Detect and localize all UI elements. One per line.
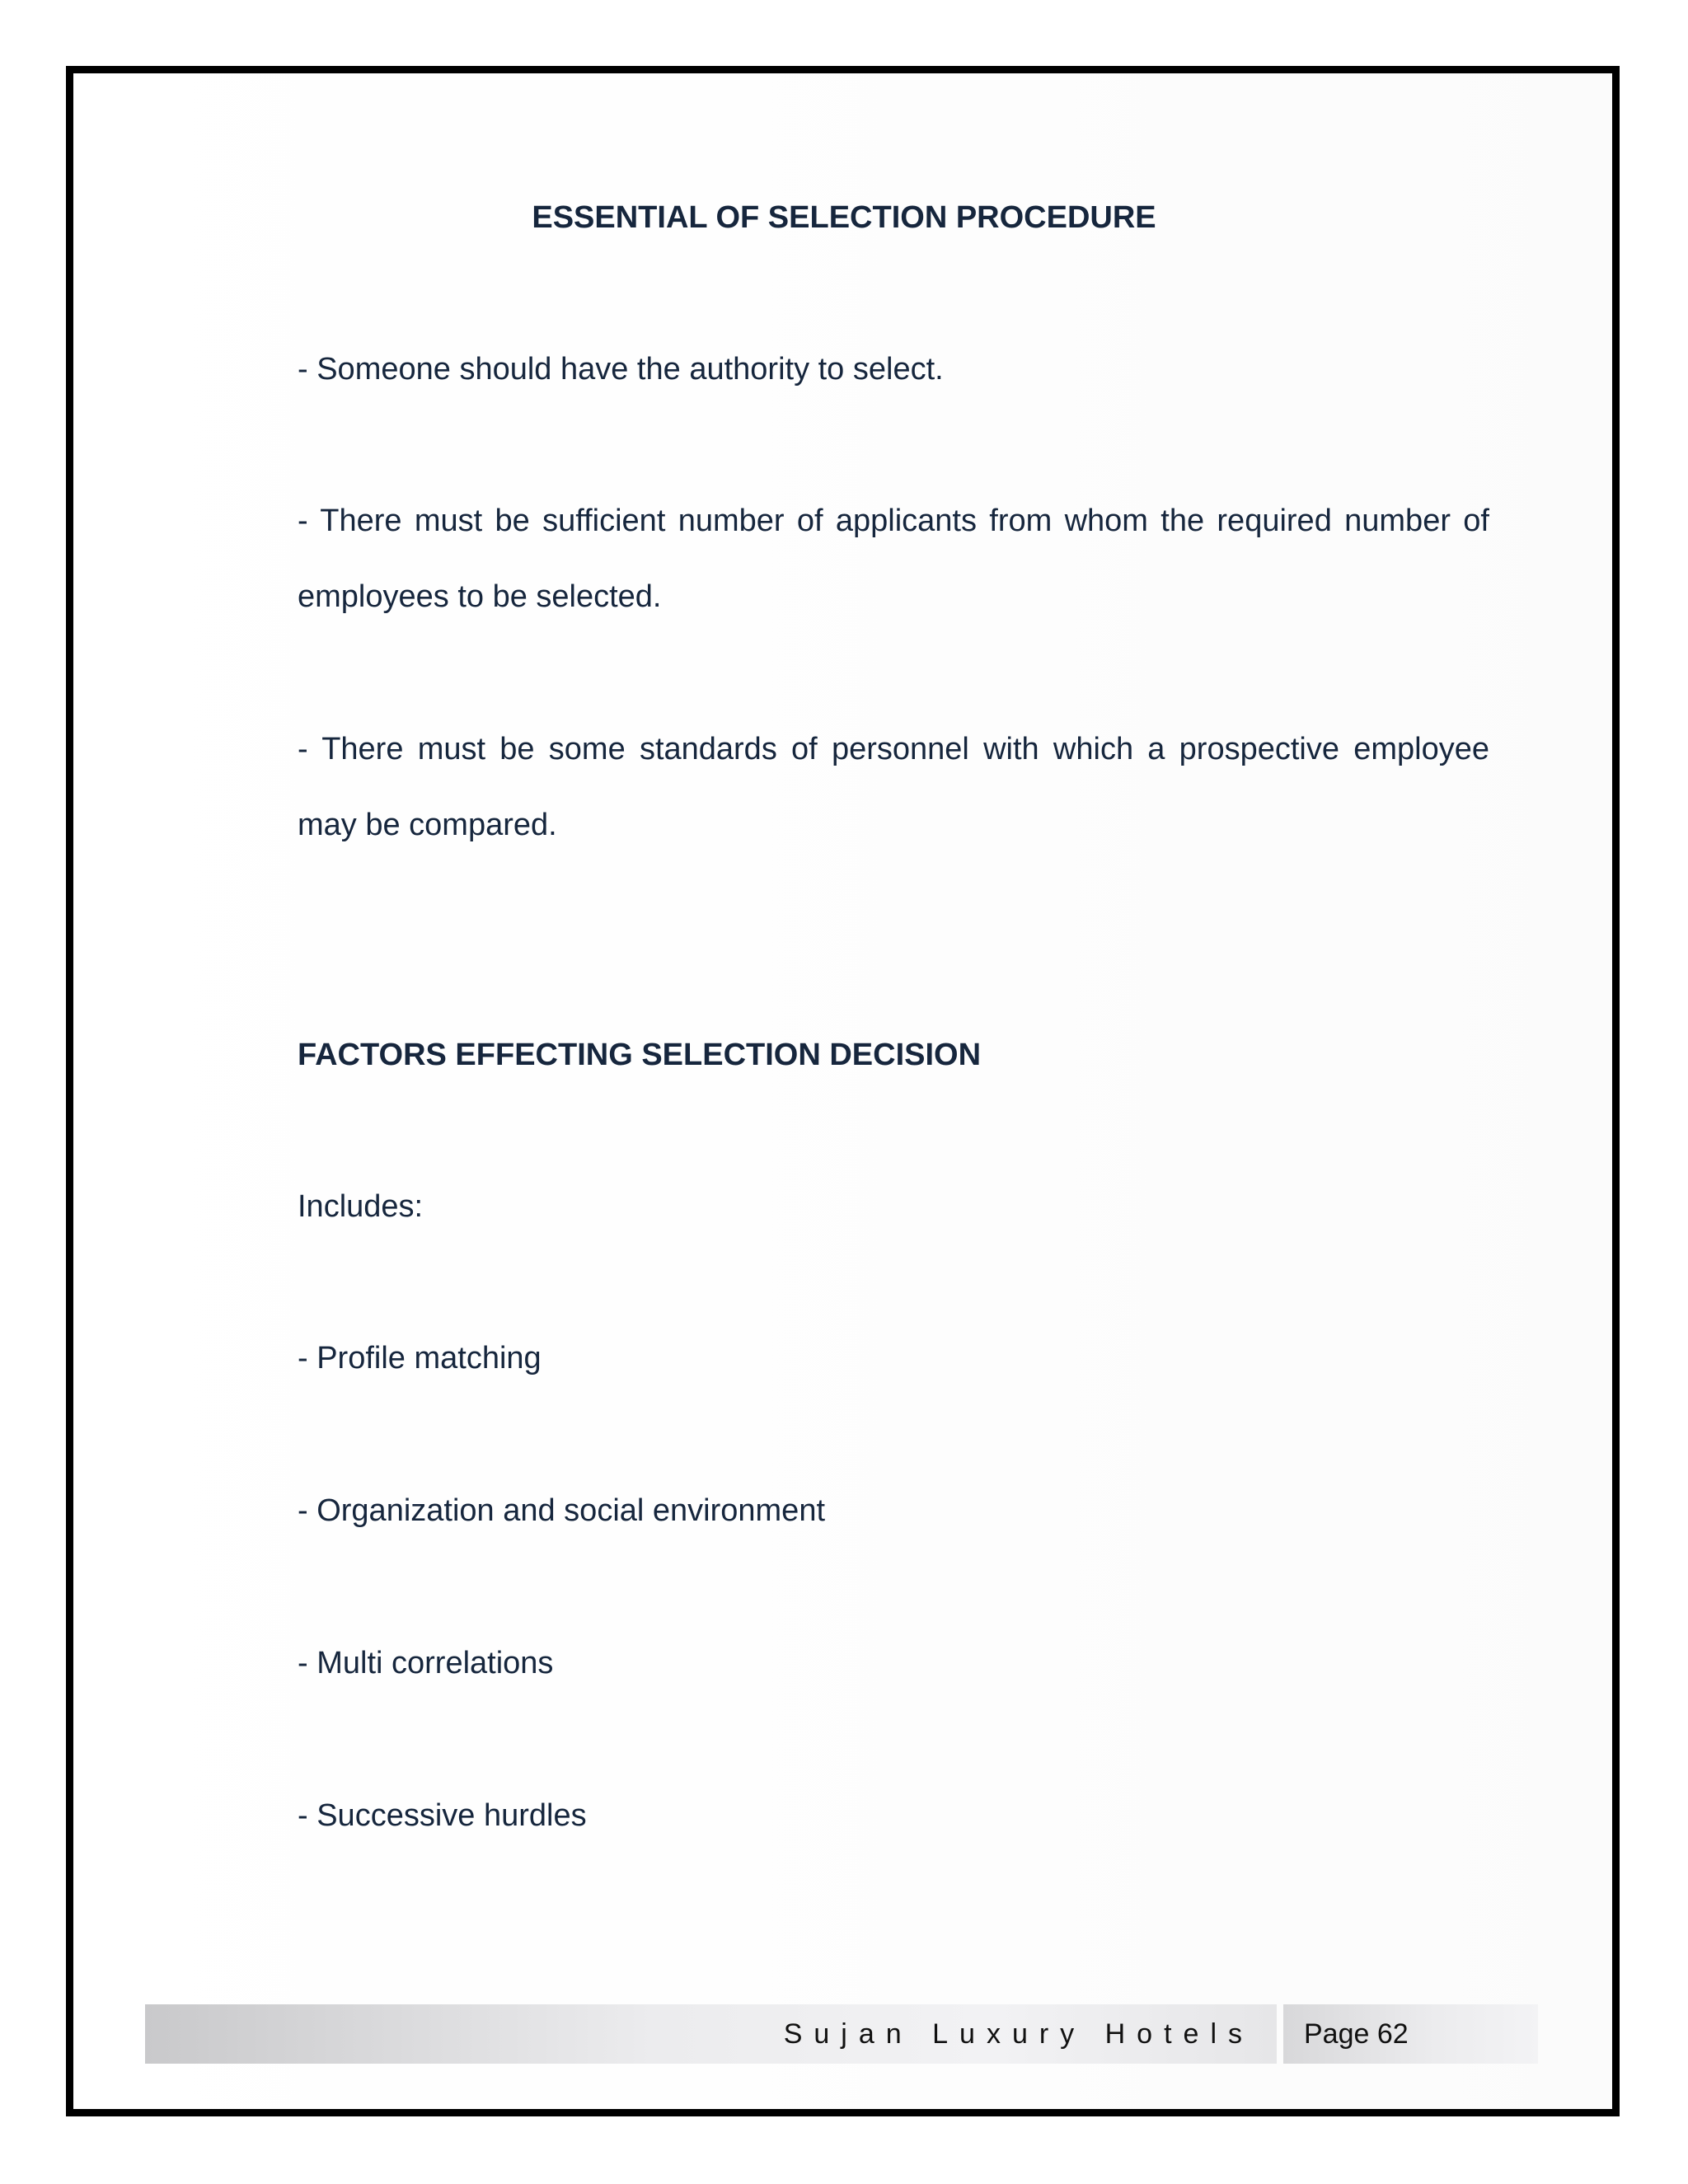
footer-page-box <box>1283 2004 1538 2064</box>
footer-bar <box>145 2004 1277 2064</box>
list-item: - Profile matching <box>298 1341 542 1376</box>
list-item: - There must be some standards of personnel with which a prospective employee may be compared. <box>298 732 1489 842</box>
list-item: - Multi correlations <box>298 1646 554 1680</box>
footer-brand: Sujan Luxury Hotels <box>783 2018 1254 2050</box>
list-item: - Someone should have the authority to select. <box>298 352 944 387</box>
intro-text: Includes: <box>298 1189 424 1224</box>
page-number: Page 62 <box>1304 2018 1409 2050</box>
list-item: - Successive hurdles <box>298 1798 587 1833</box>
section-title-essential: ESSENTIAL OF SELECTION PROCEDURE <box>532 200 1156 235</box>
list-item: - There must be sufficient number of applicants from whom the required number of employees to be selected. <box>298 504 1489 614</box>
section-title-factors: FACTORS EFFECTING SELECTION DECISION <box>298 1038 982 1072</box>
list-item: - Organization and social environment <box>298 1493 826 1528</box>
